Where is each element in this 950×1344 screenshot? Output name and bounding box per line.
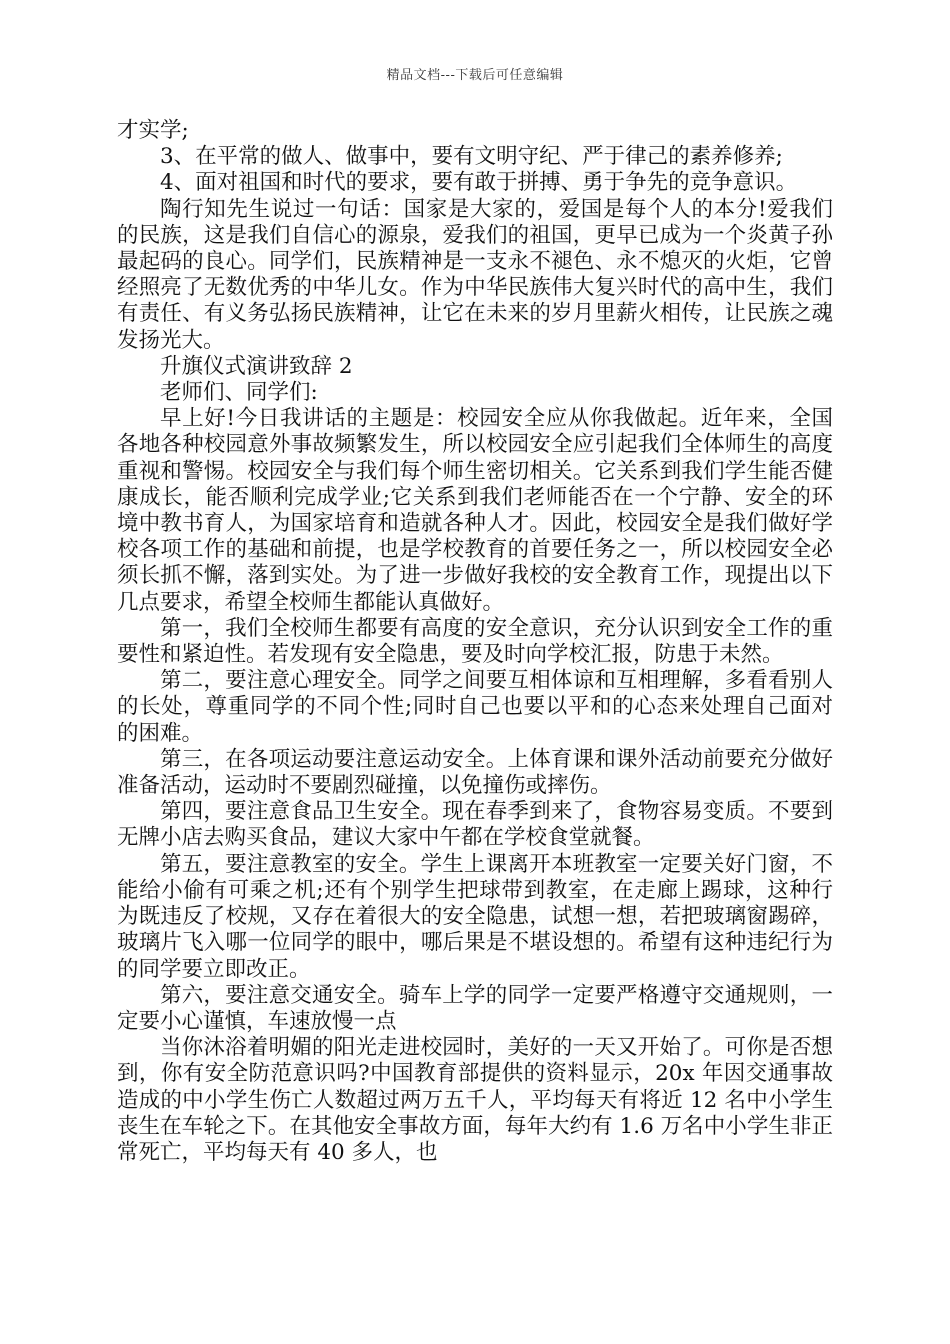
paragraph: 早上好!今日我讲话的主题是：校园安全应从你我做起。近年来，全国各地各种校园意外事故频繁发生，所以校园安全应引起我们全体师生的高度重视和警惕。校园安全与我们每个师生密切相关。它关系到我们学生能否健康成长，能否顺利完成学业;它关系到我们老师能否在一个宁静、安全的环境中教书育人，为国家培育和造就各种人才。因此，校园安全是我们做好学校各项工作的基础和前提，也是学校教育的首要任务之一，所以校园安全必须长抓不懈，落到实处。为了进一步做好我校的安全教育工作，现提出以下几点要求，希望全校师生都能认真做好。: [117, 406, 833, 615]
paragraph: 第六，要注意交通安全。骑车上学的同学一定要严格遵守交通规则，一定要小心谨慎，车速放慢一点: [117, 982, 833, 1034]
section-title: 升旗仪式演讲致辞 2: [160, 353, 353, 379]
paragraph: 才实学;: [117, 118, 189, 143]
paragraph: 第二，要注意心理安全。同学之间要互相体谅和互相理解，多看看别人的长处，尊重同学的不同个性;同时自己也要以平和的心态来处理自己面对的困难。: [117, 668, 833, 746]
paragraph: 第四，要注意食品卫生安全。现在春季到来了，食物容易变质。不要到无牌小店去购买食品，建议大家中午都在学校食堂就餐。: [117, 799, 833, 851]
salutation: 老师们、同学们:: [160, 380, 318, 406]
paragraph: 第一，我们全校师生都要有高度的安全意识，充分认识到安全工作的重要性和紧迫性。若发现有安全隐患，要及时向学校汇报，防患于未然。: [117, 615, 833, 668]
paragraph: 4、面对祖国和时代的要求，要有敢于拼搏、勇于争先的竞争意识。: [160, 170, 798, 196]
paragraph: 当你沐浴着明媚的阳光走进校园时，美好的一天又开始了。可你是否想到，你有安全防范意识吗?中国教育部提供的资料显示，20x 年因交通事故造成的中小学生伤亡人数超过两万五千人，平均每天有将近 12 名中小学生丧生在车轮之下。在其他安全事故方面，每年大约有 1.6 万名中小学生非正常死亡，平均每天有 40 多人，也: [117, 1035, 833, 1165]
paragraph: 第三，在各项运动要注意运动安全。上体育课和课外活动前要充分做好准备活动，运动时不要剧烈碰撞，以免撞伤或摔伤。: [117, 746, 833, 799]
paragraph: 陶行知先生说过一句话：国家是大家的，爱国是每个人的本分!爱我们的民族，这是我们自信心的源泉，爱我们的祖国，更早已成为一个炎黄子孙最起码的良心。同学们，民族精神是一支永不褪色、永不熄灭的火炬，它曾经照亮了无数优秀的中华儿女。作为中华民族伟大复兴时代的高中生，我们有责任、有义务弘扬民族精神，让它在未来的岁月里薪火相传，让民族之魂发扬光大。: [117, 196, 833, 353]
document-body: [117, 118, 833, 1166]
paragraph: 第五，要注意教室的安全。学生上课离开本班教室一定要关好门窗，不能给小偷有可乘之机;还有个别学生把球带到教室，在走廊上踢球，这种行为既违反了校规，又存在着很大的安全隐患，试想一想，若把玻璃窗踢碎，玻璃片飞入哪一位同学的眼中，哪后果是不堪设想的。希望有这种违纪行为的同学要立即改正。: [117, 851, 833, 982]
paragraph: 3、在平常的做人、做事中，要有文明守纪、严于律己的素养修养;: [160, 144, 783, 170]
page-header: 精品文档---下载后可任意编辑: [386, 68, 564, 83]
